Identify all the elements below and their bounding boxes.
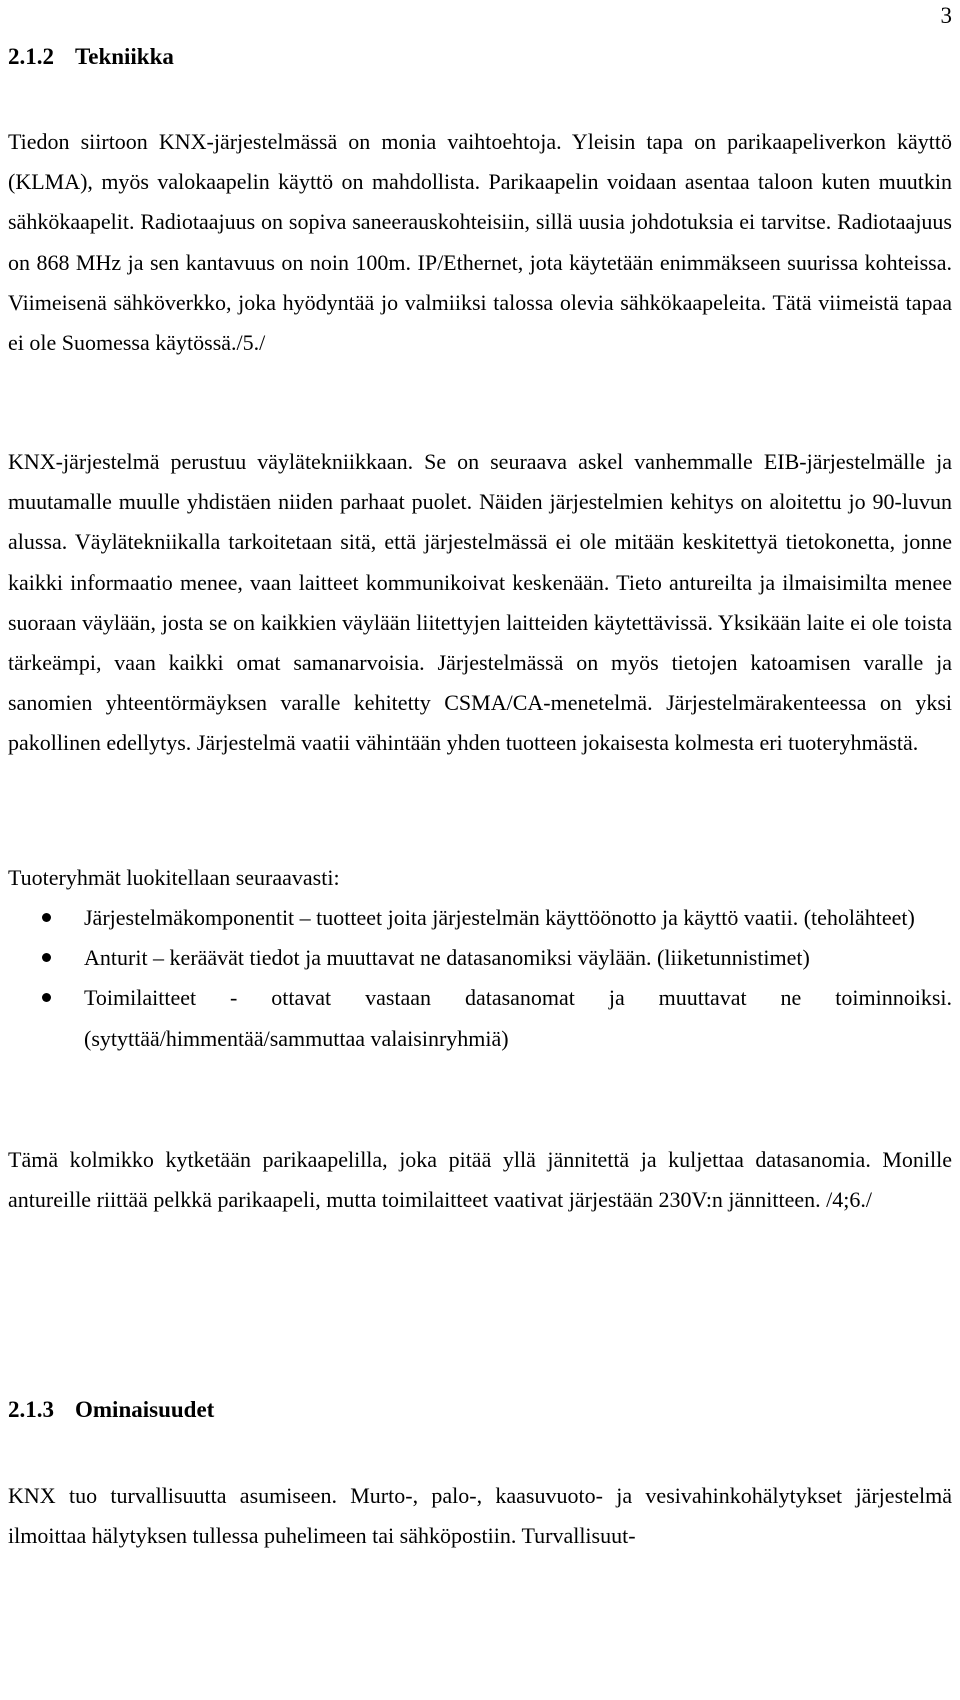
page-number: 3 — [940, 3, 952, 28]
paragraph-product-groups-intro: Tuoteryhmät luokitellaan seuraavasti: — [8, 865, 340, 890]
paragraph-data-transfer: Tiedon siirtoon KNX-järjestelmässä on monia vaihtoehtoja. Yleisin tapa on parikaapeliverkon käyttö (KLMA), myös valokaapelin käyttö on mahdollista. Parikaapelin voidaan asentaa taloon kuten muutkin sähkökaapelit. Radiotaajuus on sopiva saneerauskohteisiin, sillä uusia johdotuksia ei tarvitse. Radiotaajuus on 868 MHz ja sen kantavuus on noin 100m. IP/Ethernet, jota käytetään enimmäkseen suurissa kohteissa. Viimeisenä sähköverkko, joka hyödyntää jo valmiiksi talossa olevia sähkökaapeleita. Tätä viimeistä tapaa ei ole Suomessa käytössä./5./ — [8, 129, 952, 356]
product-group-list — [8, 898, 952, 1059]
section-heading-tekniikka — [8, 43, 174, 71]
list-item — [8, 938, 952, 978]
list-item — [8, 898, 952, 938]
section-number: 2.1.2 — [8, 44, 54, 69]
paragraph-safety: KNX tuo turvallisuutta asumiseen. Murto-, palo-, kaasuvuoto- ja vesivahinkohälytykset järjestelmä ilmoittaa hälytyksen tullessa puhelimeen tai sähköpostiin. Turvallisuut- — [8, 1483, 952, 1549]
bullet-icon — [42, 953, 51, 962]
bullet-icon — [42, 913, 51, 922]
section-title: Tekniikka — [75, 44, 174, 69]
section-title: Ominaisuudet — [75, 1397, 215, 1422]
paragraph-bus-technology: KNX-järjestelmä perustuu väylätekniikkaan. Se on seuraava askel vanhemmalle EIB-järjestelmälle ja muutamalle muulle yhdistäen niiden parhaat puolet. Näiden järjestelmien kehitys on aloitettu jo 90-luvun alussa. Väylätekniikalla tarkoitetaan sitä, että järjestelmässä ei ole mitään keskitettyä tietokonetta, jonne kaikki informaatio menee, vaan laitteet kommunikoivat keskenään. Tieto antureilta ja ilmaisimilta menee suoraan väylään, josta se on kaikkien väylään liitettyjen laitteiden käytettävissä. Yksikään laite ei ole toista tärkeämpi, vaan kaikki omat samanarvoisia. Järjestelmässä on myös tietojen katoamisen varalle ja sanomien yhteentörmäyksen varalle kehitetty CSMA/CA-menetelmä. Järjestelmärakenteessa on yksi pakollinen edellytys. Järjestelmä vaatii vähintään yhden tuotteen jokaisesta kolmesta eri tuoteryhmästä. — [8, 449, 952, 756]
list-item-text: Järjestelmäkomponentit – tuotteet joita järjestelmän käyttöönotto ja käyttö vaatii. (teholähteet) — [84, 905, 915, 930]
section-heading-ominaisuudet — [8, 1396, 214, 1424]
bullet-icon — [42, 993, 51, 1002]
list-item-text: Toimilaitteet - ottavat vastaan datasanomat ja muuttavat ne toiminnoiksi. (sytyttää/himmentää/sammuttaa valaisinryhmiä) — [84, 985, 952, 1051]
paragraph-bus-wiring: Tämä kolmikko kytketään parikaapelilla, joka pitää yllä jännitettä ja kuljettaa datasanomia. Monille antureille riittää pelkkä parikaapeli, mutta toimilaitteet vaativat järjestään 230V:n jännitteen. /4;6./ — [8, 1147, 952, 1213]
section-number: 2.1.3 — [8, 1397, 54, 1422]
list-item-text: Anturit – keräävät tiedot ja muuttavat ne datasanomiksi väylään. (liiketunnistimet) — [84, 945, 810, 971]
list-item — [8, 978, 952, 1058]
